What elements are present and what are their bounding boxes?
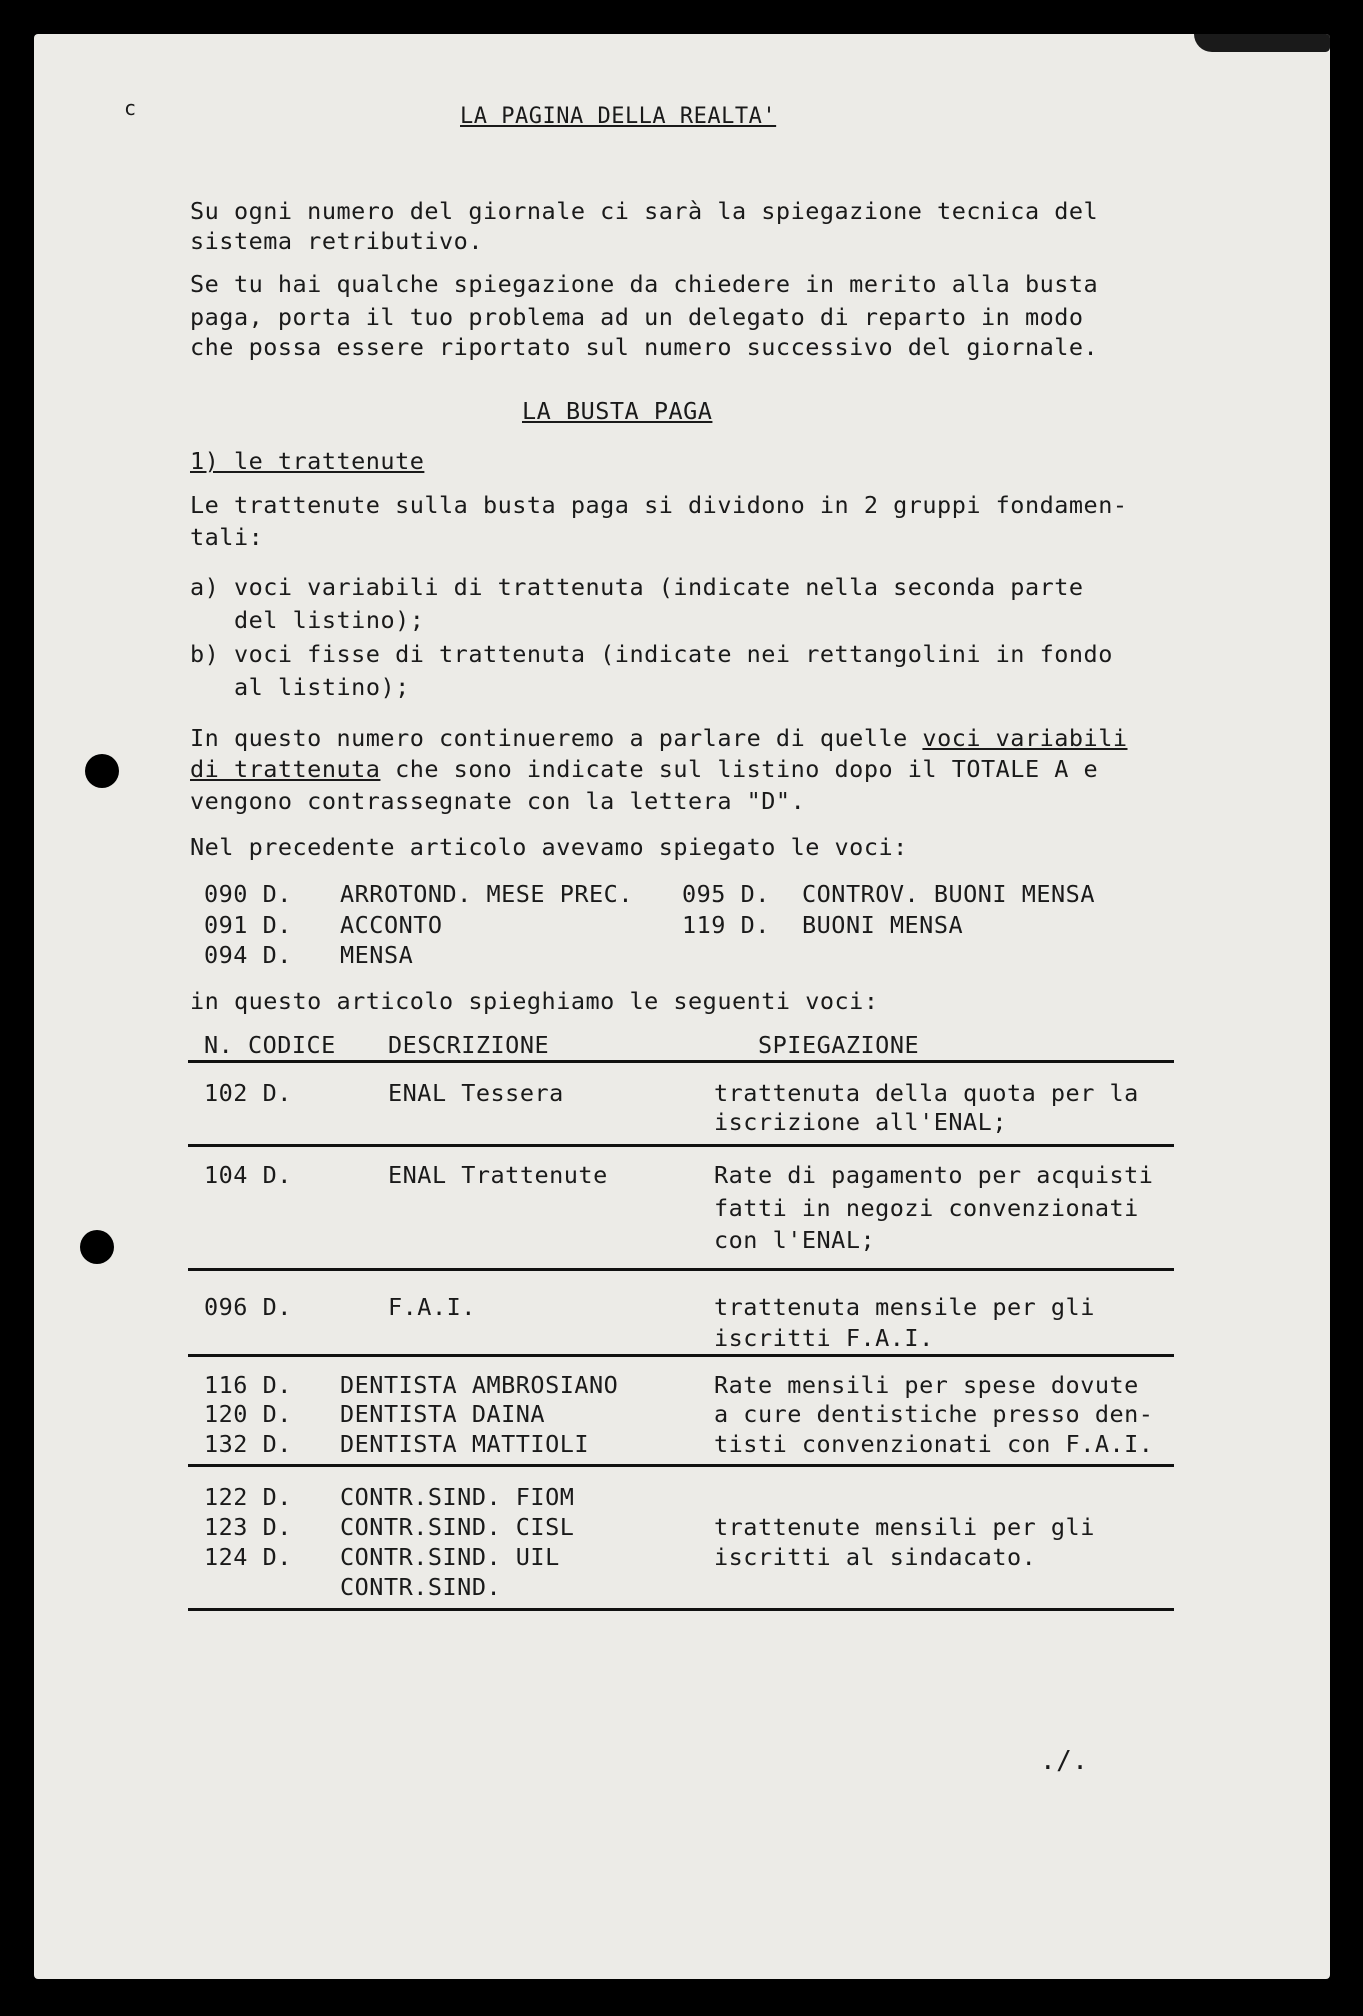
section-subtitle: 1) le trattenute <box>190 447 425 475</box>
g3-code-1: 096 D. <box>204 1293 292 1321</box>
p4-line1-prefix: In questo numero continueremo a parlare di quelle <box>190 724 923 752</box>
g4-code-3: 132 D. <box>204 1430 292 1458</box>
row-rule-5 <box>188 1608 1174 1611</box>
page-title: LA PAGINA DELLA REALTA' <box>460 104 777 129</box>
g4-code-1: 116 D. <box>204 1371 292 1399</box>
list-b-line2: al listino); <box>234 673 410 701</box>
intro-p2-line2: paga, porta il tuo problema ad un delegato di reparto in modo <box>190 303 1084 331</box>
prev-right-desc-2: BUONI MENSA <box>802 911 964 939</box>
punch-hole-bottom <box>80 1230 114 1264</box>
g5-desc-1: CONTR.SIND. FIOM <box>340 1483 575 1511</box>
g2-expl-1: Rate di pagamento per acquisti <box>714 1161 1154 1189</box>
intro-p2-line3: che possa essere riportato sul numero successivo del giornale. <box>190 333 1099 361</box>
margin-mark: c <box>124 96 137 120</box>
col-header-desc: DESCRIZIONE <box>388 1031 550 1059</box>
continuation-mark: ./. <box>1040 1746 1089 1776</box>
prev-right-code-1: 095 D. <box>682 880 770 908</box>
g1-expl-1: trattenuta della quota per la <box>714 1079 1139 1107</box>
g2-expl-2: fatti in negozi convenzionati <box>714 1194 1139 1222</box>
header-rule <box>188 1060 1174 1063</box>
corner-stain <box>1194 34 1330 52</box>
table-intro: in questo articolo spieghiamo le seguenti voci: <box>190 987 879 1015</box>
list-b-line1: b) voci fisse di trattenuta (indicate nei rettangolini in fondo <box>190 640 1113 668</box>
punch-hole-top <box>85 754 119 788</box>
p4-line1-underlined: voci variabili <box>922 724 1128 752</box>
col-header-code: N. CODICE <box>204 1031 336 1059</box>
g4-desc-1: DENTISTA AMBROSIANO <box>340 1371 619 1399</box>
g2-expl-3: con l'ENAL; <box>714 1226 876 1254</box>
row-rule-2 <box>188 1268 1174 1271</box>
p4-line2 <box>190 754 1098 784</box>
g2-desc-1: ENAL Trattenute <box>388 1161 608 1189</box>
prev-left-desc-1: ARROTOND. MESE PREC. <box>340 880 633 908</box>
g2-code-1: 104 D. <box>204 1161 292 1189</box>
g5-desc-2: CONTR.SIND. CISL <box>340 1513 575 1541</box>
g5-desc-3: CONTR.SIND. UIL <box>340 1543 560 1571</box>
p4-line3: vengono contrassegnate con la lettera "D". <box>190 787 806 815</box>
p4-line1 <box>190 723 1128 753</box>
row-rule-4 <box>188 1464 1174 1467</box>
g1-code-1: 102 D. <box>204 1079 292 1107</box>
p4-line2-rest: che sono indicate sul listino dopo il TOTALE A e <box>380 755 1099 783</box>
g5-code-1: 122 D. <box>204 1483 292 1511</box>
prev-right-code-2: 119 D. <box>682 911 770 939</box>
col-header-expl: SPIEGAZIONE <box>758 1031 920 1059</box>
row-rule-3 <box>188 1354 1174 1357</box>
prev-left-code-1: 090 D. <box>204 880 292 908</box>
g1-expl-2: iscrizione all'ENAL; <box>714 1108 1007 1136</box>
g5-expl-2: iscritti al sindacato. <box>714 1543 1037 1571</box>
prev-left-desc-2: ACCONTO <box>340 911 443 939</box>
typed-page <box>34 34 1330 1979</box>
list-a-line1: a) voci variabili di trattenuta (indicate nella seconda parte <box>190 573 1084 601</box>
g3-desc-1: F.A.I. <box>388 1293 476 1321</box>
g4-desc-3: DENTISTA MATTIOLI <box>340 1430 590 1458</box>
intro-p2-line1: Se tu hai qualche spiegazione da chiedere in merito alla busta <box>190 270 1099 298</box>
g5-code-2: 123 D. <box>204 1513 292 1541</box>
p3-line2: tali: <box>190 523 264 551</box>
g5-expl-1: trattenute mensili per gli <box>714 1513 1095 1541</box>
prev-right-desc-1: CONTROV. BUONI MENSA <box>802 880 1095 908</box>
row-rule-1 <box>188 1144 1174 1147</box>
p3-line1: Le trattenute sulla busta paga si dividono in 2 gruppi fondamen- <box>190 491 1128 519</box>
intro-p1-line1: Su ogni numero del giornale ci sarà la spiegazione tecnica del <box>190 197 1099 225</box>
g4-code-2: 120 D. <box>204 1400 292 1428</box>
g3-expl-2: iscritti F.A.I. <box>714 1324 934 1352</box>
g4-expl-1: Rate mensili per spese dovute <box>714 1371 1139 1399</box>
g1-desc-1: ENAL Tessera <box>388 1079 564 1107</box>
g4-expl-3: tisti convenzionati con F.A.I. <box>714 1430 1154 1458</box>
prev-left-code-3: 094 D. <box>204 941 292 969</box>
g5-desc-4: CONTR.SIND. <box>340 1573 502 1601</box>
previous-intro: Nel precedente articolo avevamo spiegato le voci: <box>190 833 908 861</box>
g4-expl-2: a cure dentistiche presso den- <box>714 1400 1154 1428</box>
intro-p1-line2: sistema retributivo. <box>190 227 483 255</box>
p4-line2-underlined: di trattenuta <box>190 755 381 783</box>
section-title: LA BUSTA PAGA <box>522 397 713 425</box>
g3-expl-1: trattenuta mensile per gli <box>714 1293 1095 1321</box>
prev-left-desc-3: MENSA <box>340 941 414 969</box>
prev-left-code-2: 091 D. <box>204 911 292 939</box>
g4-desc-2: DENTISTA DAINA <box>340 1400 546 1428</box>
list-a-line2: del listino); <box>234 606 425 634</box>
g5-code-3: 124 D. <box>204 1543 292 1571</box>
